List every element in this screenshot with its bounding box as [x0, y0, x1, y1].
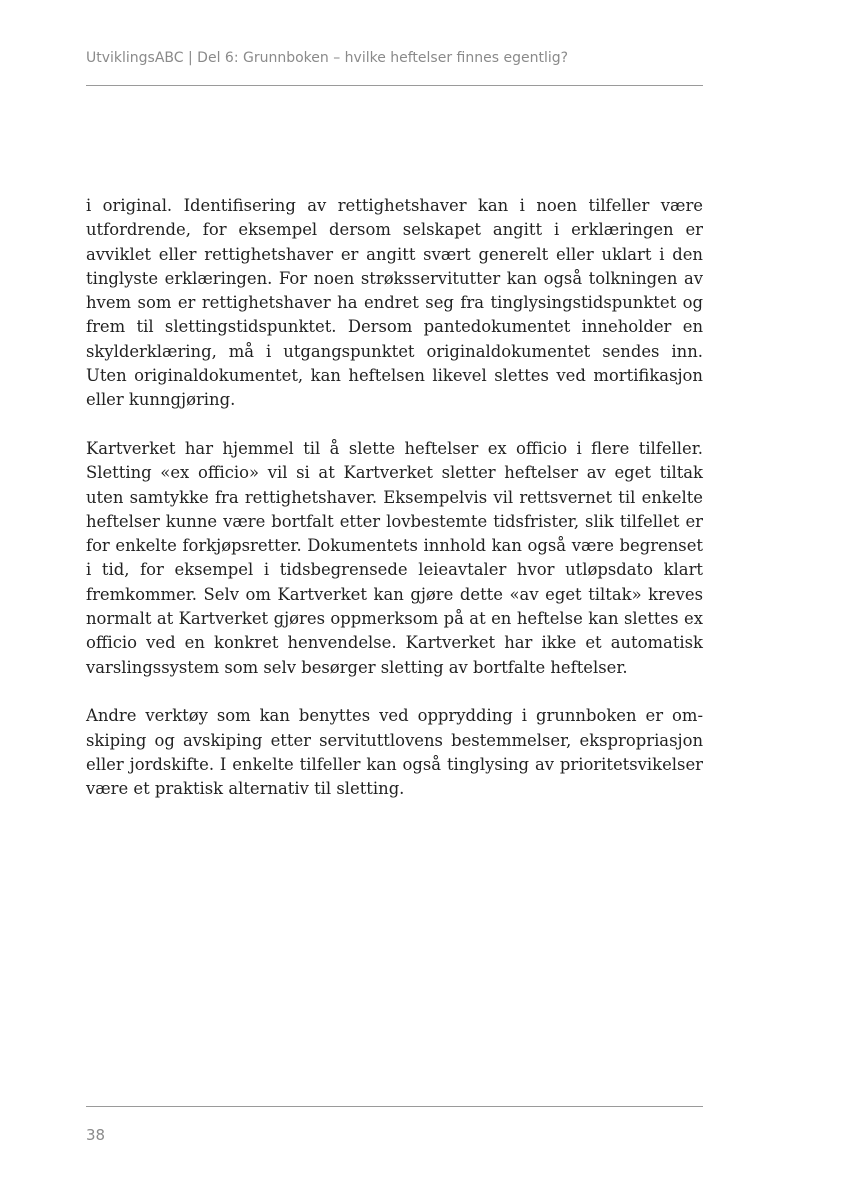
header-divider — [86, 85, 703, 86]
paragraph: i original. Identifisering av rettighetshaver kan i noen tilfeller være utfordrende, for eksempel dersom selskapet angitt i erklæringen er avviklet eller rettighetshaver er angitt svært generelt eller uklart i den tinglyste erklæringen. For noen strøksservitutter kan også tolkningen av hvem som er rettighetshaver ha endret seg fra tinglysingstidspunktet og frem til slettingstidspunktet. Dersom pantedokumentet inneholder en skylderklæring, må i utgangspunktet originaldokumentet sendes inn. Uten originaldokumentet, kan heftelsen likevel slettes ved mortifikasjon eller kunngjøring. — [86, 196, 703, 410]
paragraph: Andre verktøy som kan benyttes ved opprydding i grunnboken er omskiping og avskiping etter servituttlovens bestemmelser, ekspropriasjon eller jordskifte. I enkelte tilfeller kan også tinglysing av prioritetsvikelser være et praktisk alternativ til sletting. — [86, 706, 703, 799]
running-header: UtviklingsABC | Del 6: Grunnboken – hvilke heftelser finnes egentlig? — [86, 50, 569, 66]
footer-divider — [86, 1106, 703, 1107]
page-number: 38 — [86, 1126, 106, 1144]
paragraph: Kartverket har hjemmel til å slette heftelser ex officio i flere tilfeller. Sletting «ex officio» vil si at Kartverket sletter heftelser av eget tiltak uten samtykke fra rettighetshaver. Eksempelvis vil rettsvernet til enkelte heftelser kunne være bortfalt etter lovbestemte tidsfrister, slik tilfellet er for enkelte forkjøpsretter. Dokumentets innhold kan også være begrenset i tid, for eksempel i tidsbegrensede leieavtaler hvor utløpsdato klart fremkommer. Selv om Kartverket kan gjøre dette «av eget tiltak» kreves normalt at Kartverket gjøres oppmerksom på at en heftelse kan slettes ex officio ved en konkret henvendelse. Kartverket har ikke et automatisk varslingssystem som selv besørger sletting av bortfalte heftelser. — [86, 438, 703, 677]
main-text — [86, 194, 703, 826]
